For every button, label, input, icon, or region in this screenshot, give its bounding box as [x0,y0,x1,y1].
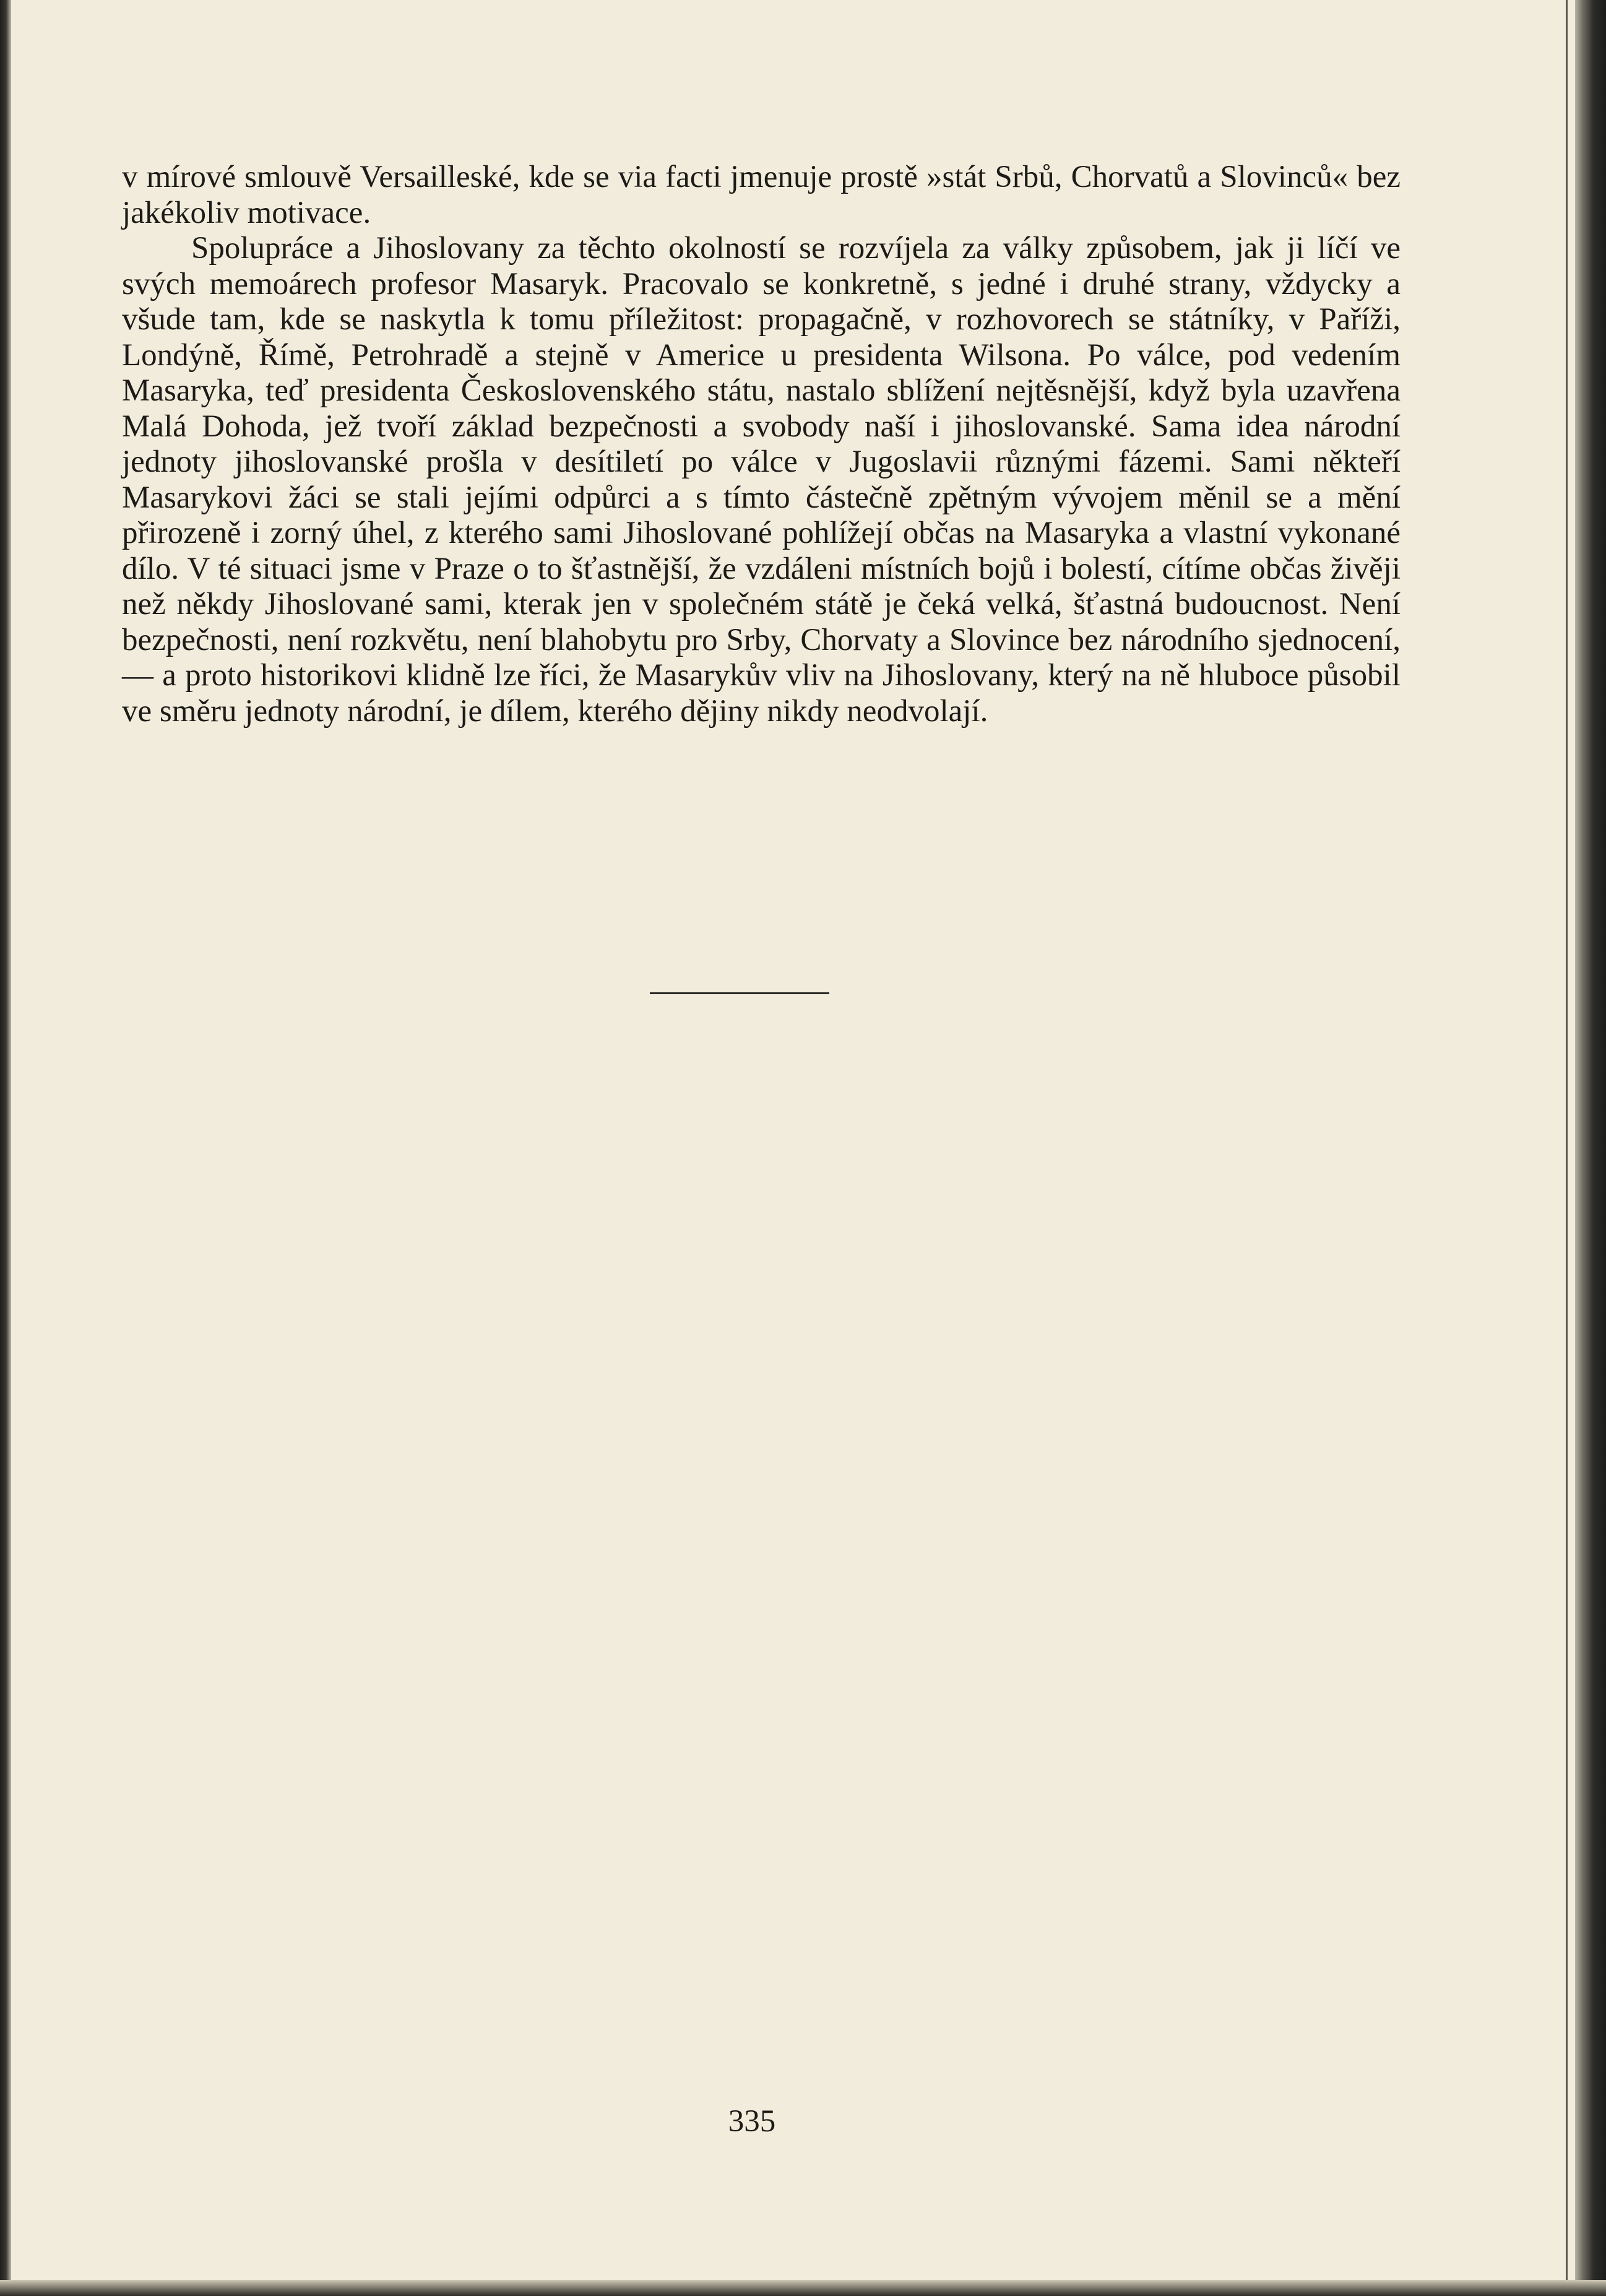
page-number: 335 [728,2104,776,2139]
body-text [122,160,1401,729]
section-end-rule [650,992,829,994]
paragraph-main: Spolupráce a Jihoslovany za těchto okolností se rozvíjela za války způsobem, jak ji líčí ve svých memoárech profesor Masaryk. Pracovalo se konkretně, s jedné i druhé strany, vždycky a všude tam, kde se naskytla k tomu příležitost: propagačně, v rozhovorech se státníky, v Paříži, Londýně, Římě, Petrohradě a stejně v Americe u presidenta Wilsona. Po válce, pod vedením Masaryka, teď presidenta Československého státu, nastalo sblížení nejtěsnější, když byla uzavřena Malá Dohoda, jež tvoří základ bezpečnosti a svobody naší i jihoslovanské. Sama idea národní jednoty jihoslovanské prošla v desítiletí po válce v Jugoslavii různými fázemi. Sami někteří Masarykovi žáci se stali jejími odpůrci a s tímto částečně zpětným vývojem měnil se a mění přirozeně i zorný úhel, z kterého sami Jihoslované pohlížejí občas na Masaryka a vlastní vykonané dílo. V té situaci jsme v Praze o to šťastnější, že vzdáleni místních bojů i bolestí, cítíme občas živěji než někdy Jihoslované sami, kterak jen v společném státě je čeká velká, šťastná budoucnost. Není bezpečnosti, není rozkvětu, není blahobytu pro Srby, Chorvaty a Slovince bez národního sjednocení, — a proto historikovi klidně lze říci, že Masarykův vliv na Jihoslovany, který na ně hluboce působil ve směru jednoty národní, je dílem, kterého dějiny nikdy neodvolají. [122,231,1401,729]
paragraph-continuation: v mírové smlouvě Versailleské, kde se via facti jmenuje prostě »stát Srbů, Chorvatů a Slovinců« bez jakékoliv motivace. [122,160,1401,230]
